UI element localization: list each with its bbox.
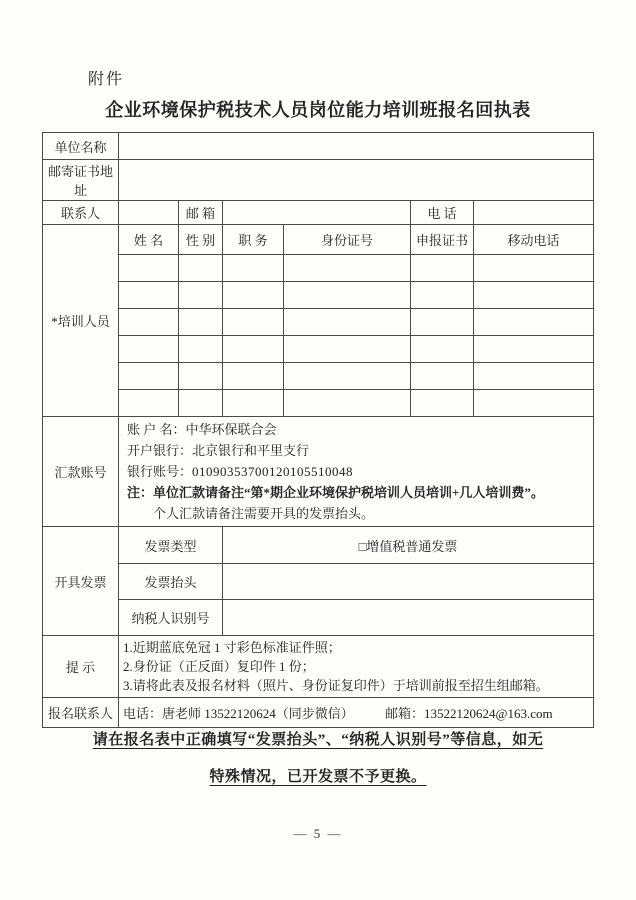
footnote-line-1	[0, 722, 636, 759]
invoice-title-row	[43, 564, 594, 600]
trainee-col-mobile: 移动电话	[474, 225, 594, 255]
tips-item-1: 1.近期蓝底免冠 1 寸彩色标准证件照；	[123, 640, 341, 655]
page-number: — 5 —	[293, 826, 343, 841]
taxpayer-id-label: 纳税人识别号	[119, 600, 223, 636]
invoice-label: 开具发票	[43, 527, 119, 636]
attachment-label: 附件	[88, 71, 125, 88]
trainee-cell	[179, 336, 223, 363]
invoice-type-label: 发票类型	[119, 527, 223, 564]
remittance-account-number-value: 01090353700120105510048	[192, 464, 354, 479]
trainee-cell	[223, 390, 284, 417]
contact-label: 联系人	[43, 201, 119, 225]
trainees-label: *培训人员	[43, 225, 119, 417]
trainee-cell	[119, 309, 179, 336]
mailing-address-value-cell	[119, 160, 594, 201]
trainee-cell	[474, 282, 594, 309]
trainee-col-certificate: 申报证书	[411, 225, 474, 255]
trainee-cell	[223, 255, 284, 282]
trainee-cell	[284, 336, 411, 363]
trainee-cell	[474, 390, 594, 417]
trainee-cell	[223, 363, 284, 390]
registration-contact-email: 邮箱：13522120624@163.com	[385, 706, 553, 721]
trainee-cell	[411, 390, 474, 417]
footnote-line-2	[0, 759, 636, 796]
trainee-cell	[223, 282, 284, 309]
trainee-col-name: 姓 名	[119, 225, 179, 255]
invoice-title-label: 发票抬头	[119, 564, 223, 600]
trainee-cell	[474, 255, 594, 282]
remittance-account-number-label: 银行账号：	[127, 464, 193, 479]
contact-value-cell	[119, 201, 179, 225]
trainee-cell	[411, 363, 474, 390]
trainee-cell	[474, 309, 594, 336]
remittance-label: 汇款账号	[43, 417, 119, 527]
unit-name-label: 单位名称	[43, 133, 119, 160]
registration-contact-label: 报名联系人	[43, 698, 119, 728]
trainee-cell	[179, 309, 223, 336]
trainee-row	[43, 255, 594, 282]
trainee-cell	[284, 363, 411, 390]
taxpayer-id-row	[43, 600, 594, 636]
trainee-cell	[284, 255, 411, 282]
tips-content-cell	[119, 636, 594, 698]
trainee-col-position: 职 务	[223, 225, 284, 255]
contact-row	[43, 201, 594, 225]
invoice-type-checkbox-cell: □增值税普通发票	[223, 527, 594, 564]
registration-form-table	[42, 132, 594, 728]
tips-row	[43, 636, 594, 698]
invoice-footnote	[0, 722, 636, 796]
trainee-cell	[411, 282, 474, 309]
tips-label: 提 示	[43, 636, 119, 698]
trainee-cell	[179, 255, 223, 282]
unit-name-row	[43, 133, 594, 160]
contact-phone-value-cell	[474, 201, 594, 225]
trainee-cell	[284, 309, 411, 336]
remittance-note-line1: 注：单位汇款请备注“第*期企业环境保护税培训人员培训+几人培训费”。	[127, 485, 544, 500]
trainee-col-id-number: 身份证号	[284, 225, 411, 255]
trainee-cell	[411, 255, 474, 282]
trainee-row	[43, 309, 594, 336]
contact-phone-label: 电 话	[411, 201, 474, 225]
mailing-address-row	[43, 160, 594, 201]
tips-item-3: 3.请将此表及报名材料（照片、身份证复印件）于培训前报至招生组邮箱。	[123, 678, 549, 693]
contact-email-label: 邮 箱	[179, 201, 223, 225]
page-title: 企业环境保护税技术人员岗位能力培训班报名回执表	[105, 100, 531, 120]
mailing-address-label: 邮寄证书地址	[43, 160, 119, 201]
trainee-cell	[284, 390, 411, 417]
trainee-cell	[119, 336, 179, 363]
remittance-note-line2: 个人汇款请备注需要开具的发票抬头。	[153, 506, 375, 521]
trainee-cell	[119, 390, 179, 417]
trainee-row	[43, 336, 594, 363]
trainee-cell	[474, 336, 594, 363]
trainee-header-row	[43, 225, 594, 255]
remittance-row	[43, 417, 594, 527]
remittance-content-cell	[119, 417, 594, 527]
remittance-account-number	[123, 461, 589, 482]
trainee-cell	[223, 309, 284, 336]
tips-item-2: 2.身份证（正反面）复印件 1 份；	[123, 659, 315, 674]
remittance-account-name: 账 户 名：中华环保联合会	[127, 422, 277, 437]
trainee-cell	[284, 282, 411, 309]
invoice-type-row	[43, 527, 594, 564]
trainee-cell	[411, 336, 474, 363]
trainee-cell	[223, 336, 284, 363]
remittance-bank: 开户银行：北京银行和平里支行	[127, 443, 310, 458]
trainee-cell	[179, 282, 223, 309]
trainee-cell	[119, 363, 179, 390]
trainee-cell	[179, 363, 223, 390]
trainee-cell	[119, 282, 179, 309]
trainee-col-gender: 性 别	[179, 225, 223, 255]
trainee-row	[43, 282, 594, 309]
unit-name-value-cell	[119, 133, 594, 160]
footnote-line-1-text: 请在报名表中正确填写“发票抬头”、“纳税人识别号”等信息，如无	[92, 732, 544, 748]
trainee-cell	[179, 390, 223, 417]
registration-contact-phone: 电话：唐老师 13522120624（同步微信）	[123, 706, 354, 721]
trainee-cell	[474, 363, 594, 390]
trainee-row	[43, 363, 594, 390]
contact-email-value-cell	[223, 201, 411, 225]
footnote-line-2-text: 特殊情况，已开发票不予更换。	[209, 769, 427, 785]
trainee-cell	[119, 255, 179, 282]
trainee-row	[43, 390, 594, 417]
taxpayer-id-value-cell	[223, 600, 594, 636]
trainee-cell	[411, 309, 474, 336]
invoice-title-value-cell	[223, 564, 594, 600]
